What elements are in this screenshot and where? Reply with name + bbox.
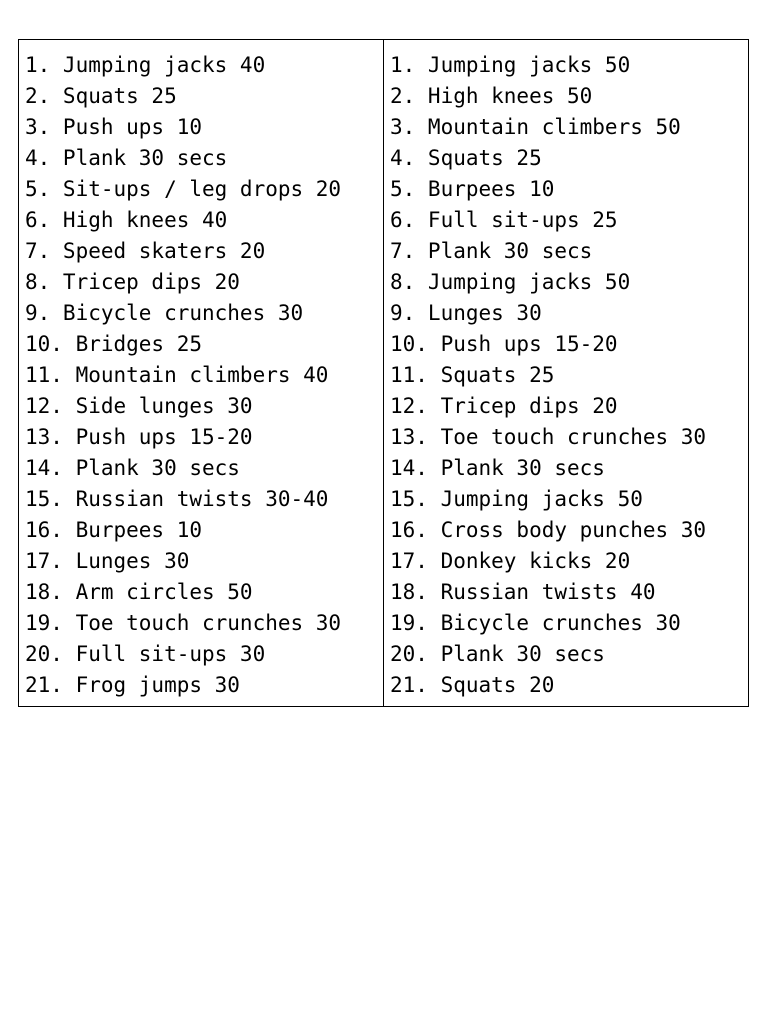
workout-item: 12. Tricep dips 20	[390, 394, 618, 418]
workout-column-right	[384, 40, 748, 706]
workout-item: 1. Jumping jacks 50	[390, 53, 631, 77]
workout-item: 8. Jumping jacks 50	[390, 270, 631, 294]
workout-item: 18. Arm circles 50	[25, 580, 253, 604]
workout-item: 20. Full sit-ups 30	[25, 642, 266, 666]
workout-column-left	[19, 40, 384, 706]
workout-item: 10. Push ups 15-20	[390, 332, 618, 356]
workout-item: 1. Jumping jacks 40	[25, 53, 266, 77]
workout-item: 7. Plank 30 secs	[390, 239, 593, 263]
workout-item: 2. Squats 25	[25, 84, 177, 108]
workout-item: 8. Tricep dips 20	[25, 270, 240, 294]
workout-item: 5. Burpees 10	[390, 177, 555, 201]
workout-item: 6. Full sit-ups 25	[390, 208, 618, 232]
workout-table	[18, 39, 749, 707]
workout-item: 9. Lunges 30	[390, 301, 542, 325]
workout-item: 14. Plank 30 secs	[25, 456, 240, 480]
workout-item: 4. Plank 30 secs	[25, 146, 228, 170]
workout-item: 5. Sit-ups / leg drops 20	[25, 177, 342, 201]
workout-item: 13. Push ups 15-20	[25, 425, 253, 449]
workout-item: 12. Side lunges 30	[25, 394, 253, 418]
workout-item: 20. Plank 30 secs	[390, 642, 605, 666]
workout-item: 19. Bicycle crunches 30	[390, 611, 681, 635]
workout-list-left	[25, 50, 383, 701]
workout-item: 11. Mountain climbers 40	[25, 363, 329, 387]
workout-item: 4. Squats 25	[390, 146, 542, 170]
workout-item: 7. Speed skaters 20	[25, 239, 266, 263]
workout-item: 18. Russian twists 40	[390, 580, 656, 604]
workout-item: 16. Burpees 10	[25, 518, 203, 542]
workout-item: 11. Squats 25	[390, 363, 555, 387]
workout-item: 14. Plank 30 secs	[390, 456, 605, 480]
workout-item: 21. Squats 20	[390, 673, 555, 697]
workout-item: 21. Frog jumps 30	[25, 673, 240, 697]
workout-item: 3. Mountain climbers 50	[390, 115, 681, 139]
workout-item: 15. Russian twists 30-40	[25, 487, 329, 511]
workout-item: 16. Cross body punches 30	[390, 518, 707, 542]
workout-list-right	[390, 50, 748, 701]
workout-item: 3. Push ups 10	[25, 115, 203, 139]
workout-item: 15. Jumping jacks 50	[390, 487, 643, 511]
workout-item: 9. Bicycle crunches 30	[25, 301, 304, 325]
workout-item: 13. Toe touch crunches 30	[390, 425, 707, 449]
workout-item: 17. Lunges 30	[25, 549, 190, 573]
workout-item: 6. High knees 40	[25, 208, 228, 232]
workout-item: 17. Donkey kicks 20	[390, 549, 631, 573]
workout-item: 19. Toe touch crunches 30	[25, 611, 342, 635]
workout-item: 2. High knees 50	[390, 84, 593, 108]
workout-item: 10. Bridges 25	[25, 332, 203, 356]
